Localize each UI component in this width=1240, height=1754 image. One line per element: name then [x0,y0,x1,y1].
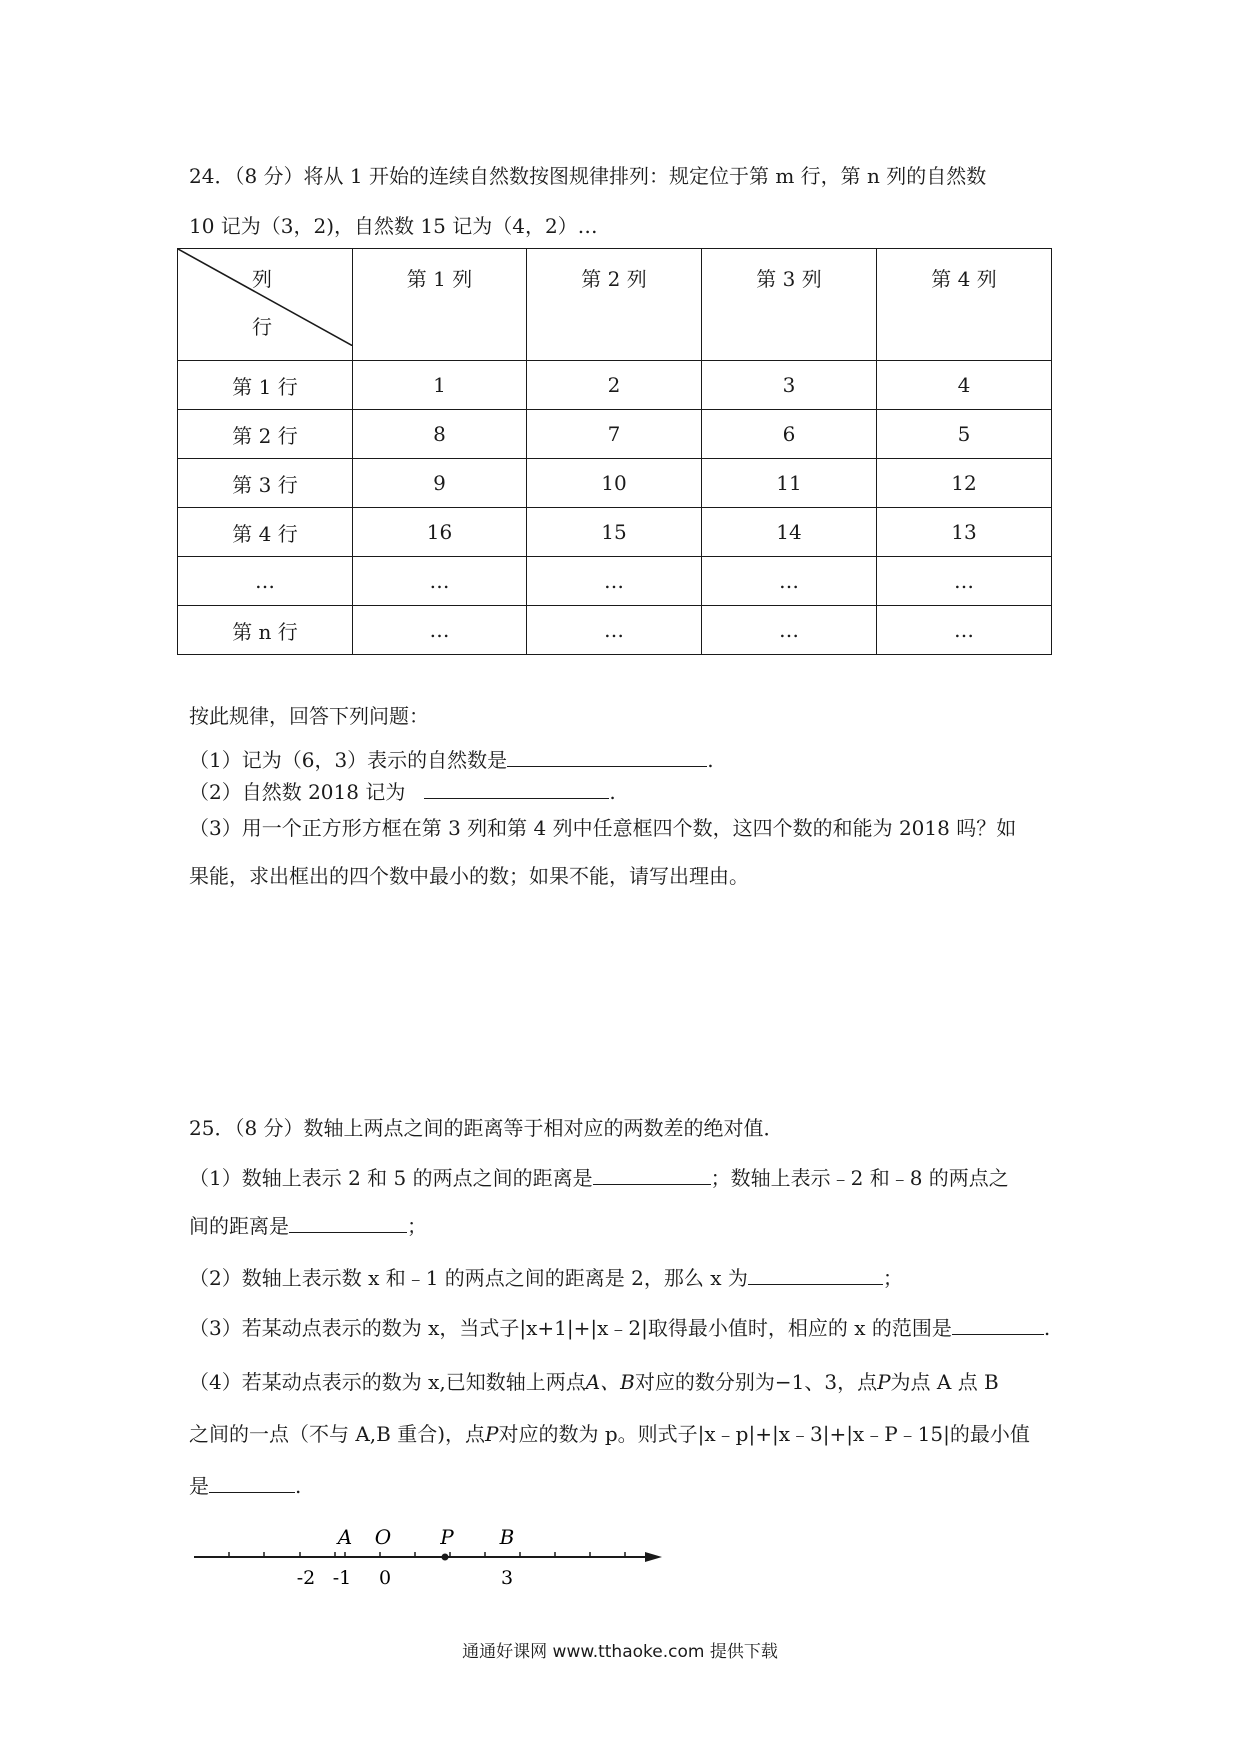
q25-part3 [189,1316,1050,1338]
row-label: 第 4 行 [178,508,353,557]
q25-part1-line2 [189,1214,427,1236]
table-cell: 15 [527,508,702,557]
column-header: 第 2 列 [527,249,702,361]
q25-part3-period: . [1043,1316,1051,1340]
table-header-row [178,249,1052,361]
table-cell: 11 [702,459,877,508]
table-row [178,606,1052,655]
q25-part4-values: −1、3 [774,1370,838,1394]
q24-part3-line1: （3）用一个正方形方框在第 3 列和第 4 列中任意框四个数，这四个数的和能为 2018 吗？如 [189,816,1017,840]
table-cell: 3 [702,361,877,410]
table-cell: 16 [353,508,527,557]
answer-blank[interactable] [424,780,609,799]
q25-part4-period: . [295,1474,302,1498]
q24-prompt: 按此规律，回答下列问题： [189,704,429,728]
table-cell: 13 [877,508,1052,557]
table-cell: … [353,606,527,655]
arrow-icon [645,1552,662,1562]
q25-part1-text-end: 间的距离是 [189,1214,289,1238]
q25-point-p: P [877,1370,891,1394]
point-label-a: A [337,1525,353,1549]
q25-part1-text: （1）数轴上表示 2 和 5 的两点之间的距离是 [189,1166,593,1190]
q24-intro-line1: 24．（8 分）将从 1 开始的连续自然数按图规律排列：规定位于第 m 行，第 n 列的自然数 [189,164,987,188]
table-cell: … [527,606,702,655]
q25-part2-text: （2）数轴上表示数 x 和﹣1 的两点之间的距离是 2，那么 x 为 [189,1266,748,1290]
q24-intro-line2: 10 记为（3，2)，自然数 15 记为（4，2）… [189,214,598,238]
table-cell: … [702,606,877,655]
row-label: 第 3 行 [178,459,353,508]
q25-part4-text: （4）若某动点表示的数为 x,已知数轴上两点 [189,1370,586,1394]
q25-part4-text-d: 为点 A 点 B [890,1370,999,1394]
table-cell: 10 [527,459,702,508]
q25-part4-line2 [189,1424,1030,1444]
table-cell: … [527,557,702,606]
q25-part4-text-b: 对应的数分别为 [634,1370,775,1394]
row-label: 第 1 行 [178,361,353,410]
q24-part1 [189,748,714,770]
tick-label: -2 [296,1567,316,1588]
table-cell: 1 [353,361,527,410]
table-cell: … [353,557,527,606]
row-label: … [178,557,353,606]
q25-part4-line2-text: 之间的一点（不与 A,B 重合)，点 [189,1422,486,1446]
corner-column-label: 列 [252,267,272,291]
answer-blank[interactable] [209,1474,295,1493]
point-p-dot [442,1554,449,1561]
column-header: 第 3 列 [702,249,877,361]
q25-part1-line1 [189,1166,1009,1188]
answer-blank[interactable] [748,1266,883,1285]
q25-part3-text: （3）若某动点表示的数为 x，当式子|x+1|+|x﹣2|取得最小值时，相应的 x 的范围是 [189,1316,952,1340]
tick-label: 0 [378,1567,392,1588]
row-label: 第 2 行 [178,410,353,459]
q25-intro: 25．（8 分）数轴上两点之间的距离等于相对应的两数差的绝对值． [189,1116,784,1140]
corner-row-label: 行 [252,315,272,339]
q25-part2-semicolon: ； [882,1266,903,1290]
answer-blank[interactable] [593,1166,711,1185]
table-row [178,557,1052,606]
answer-blank[interactable] [289,1214,407,1233]
table-corner-cell [178,249,353,361]
q24-part2 [189,780,616,802]
table-cell: 2 [527,361,702,410]
q25-part4-text-c: ，点 [837,1370,878,1394]
table-cell: 8 [353,410,527,459]
q25-points-ab: A、B [585,1370,635,1394]
tick-label: -1 [332,1567,352,1588]
q25-part2 [189,1266,903,1288]
q24-part1-period: . [707,748,714,772]
q24-part2-text: （2）自然数 2018 记为 [189,780,406,804]
table-cell: 7 [527,410,702,459]
point-label-b: B [499,1525,515,1549]
page-footer: 通通好课网 www.tthaoke.com 提供下载 [462,1642,778,1662]
row-label: 第 n 行 [178,606,353,655]
table-row [178,508,1052,557]
q24-part2-period: . [609,780,616,804]
table-cell: … [877,606,1052,655]
table-row [178,361,1052,410]
q25-point-p: P [485,1422,499,1446]
column-header: 第 1 列 [353,249,527,361]
q24-part1-text: （1）记为（6，3）表示的自然数是 [189,748,508,772]
table-cell: 4 [877,361,1052,410]
q25-part4-line3 [189,1474,301,1496]
table-row [178,410,1052,459]
table-cell: 14 [702,508,877,557]
table-cell: 5 [877,410,1052,459]
q25-part1-text-cont: ；数轴上表示﹣2 和﹣8 的两点之 [710,1166,1009,1190]
tick-label: 3 [500,1567,514,1588]
table-cell: 12 [877,459,1052,508]
table-row [178,459,1052,508]
answer-blank[interactable] [507,748,707,767]
column-header: 第 4 列 [877,249,1052,361]
table-cell: … [702,557,877,606]
point-label-p: P [440,1525,454,1549]
q25-part4-line1 [189,1372,999,1392]
table-cell: … [877,557,1052,606]
answer-blank[interactable] [952,1316,1044,1335]
number-line-diagram [190,1516,670,1588]
q24-part3-line2: 果能，求出框出的四个数中最小的数；如果不能，请写出理由。 [189,864,749,888]
table-cell: 6 [702,410,877,459]
point-label-o: O [374,1525,392,1549]
q25-part4-line2-text-b: 对应的数为 p。则式子|x﹣p|+|x﹣3|+|x﹣P﹣15|的最小值 [498,1422,1030,1446]
q25-part1-semicolon: ； [407,1214,427,1238]
table-cell: 9 [353,459,527,508]
number-arrangement-table [177,248,1052,655]
q25-part4-line3-text: 是 [189,1474,209,1498]
